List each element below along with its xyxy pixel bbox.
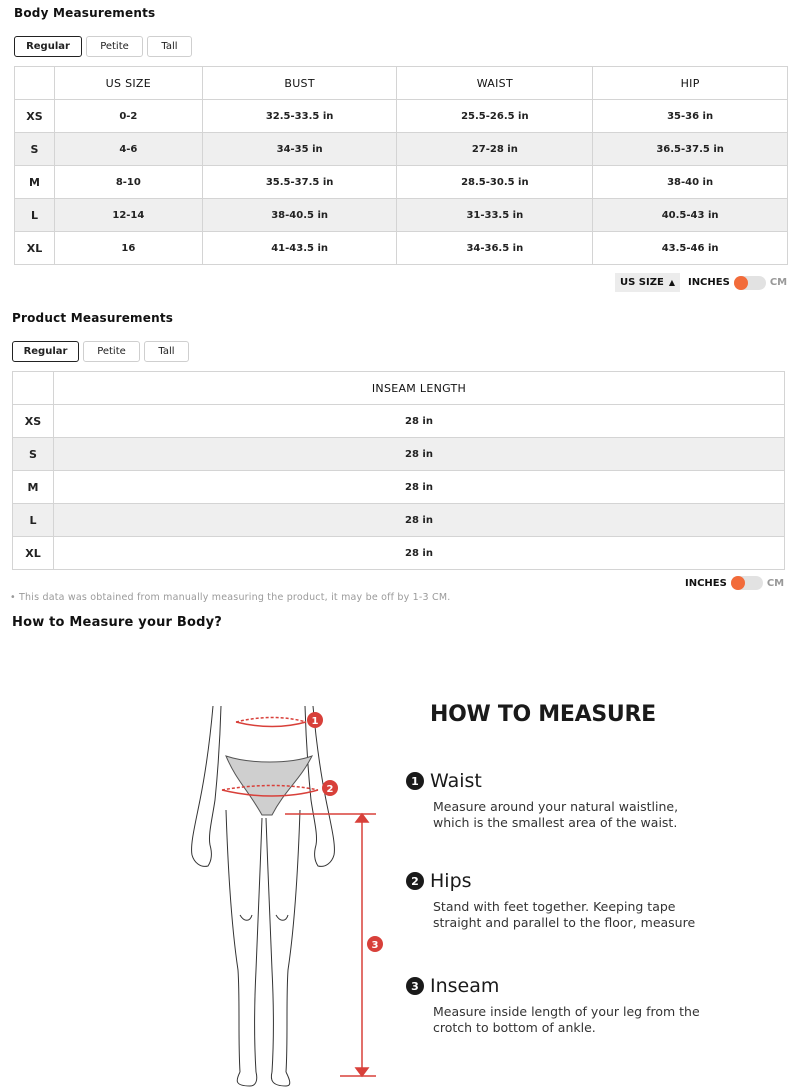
table-row (13, 438, 785, 471)
unit-cm-label: CM (769, 277, 788, 288)
table-row (15, 166, 788, 199)
size-label: XL (15, 232, 55, 265)
table-row (15, 133, 788, 166)
step-name: Hips (430, 870, 472, 892)
table-cell: 32.5-33.5 in (202, 100, 397, 133)
header-us-size: US SIZE (54, 67, 202, 100)
table-cell: 36.5-37.5 in (593, 133, 788, 166)
step-hips (406, 870, 713, 931)
size-label: XS (13, 405, 54, 438)
body-measurements-title: Body Measurements (14, 6, 156, 20)
size-label: S (15, 133, 55, 166)
table-cell: 25.5-26.5 in (397, 100, 593, 133)
marker-1-icon (307, 712, 323, 728)
header-inseam-length: INSEAM LENGTH (54, 372, 785, 405)
size-label: XL (13, 537, 54, 570)
table-cell: 8-10 (54, 166, 202, 199)
table-cell: 34-35 in (202, 133, 397, 166)
table-row (13, 504, 785, 537)
table-cell: 40.5-43 in (593, 199, 788, 232)
size-label: L (13, 504, 54, 537)
unit-toggle[interactable] (731, 576, 763, 590)
header-bust: BUST (202, 67, 397, 100)
marker-1-label: 1 (311, 716, 319, 727)
measurement-note (10, 592, 450, 603)
unit-cm-label: CM (766, 577, 785, 589)
caret-up-icon: ▲ (668, 278, 675, 287)
step-description: Measure around your natural waistline, which is the smallest area of the waist. (433, 799, 679, 830)
step-waist (406, 770, 713, 831)
step-number-icon: 3 (406, 977, 424, 995)
step-name: Inseam (430, 975, 500, 997)
marker-2-label: 2 (326, 784, 334, 795)
body-unit-controls (615, 273, 787, 292)
toggle-knob (734, 276, 748, 290)
how-to-measure-graphic (0, 640, 800, 1088)
step-number-icon: 1 (406, 772, 424, 790)
tab-regular[interactable]: Regular (14, 36, 82, 57)
step-inseam (406, 975, 713, 1036)
product-unit-controls (685, 576, 784, 590)
step-number-icon: 2 (406, 872, 424, 890)
table-cell: 28 in (54, 471, 785, 504)
body-figure-illustration (0, 640, 400, 1088)
table-row (13, 471, 785, 504)
header-cell (15, 67, 55, 100)
table-cell: 28.5-30.5 in (397, 166, 593, 199)
size-label: M (15, 166, 55, 199)
table-cell: 35-36 in (593, 100, 788, 133)
product-size-tabs (12, 341, 189, 362)
size-label: M (13, 471, 54, 504)
table-cell: 28 in (54, 504, 785, 537)
tab-tall[interactable]: Tall (144, 341, 189, 362)
table-row (15, 100, 788, 133)
table-cell: 31-33.5 in (397, 199, 593, 232)
table-cell: 35.5-37.5 in (202, 166, 397, 199)
size-label: XS (15, 100, 55, 133)
step-name: Waist (430, 770, 482, 792)
table-cell: 27-28 in (397, 133, 593, 166)
tab-regular[interactable]: Regular (12, 341, 79, 362)
table-cell: 41-43.5 in (202, 232, 397, 265)
table-cell: 28 in (54, 405, 785, 438)
marker-3-label: 3 (371, 940, 379, 951)
table-cell: 38-40 in (593, 166, 788, 199)
marker-3-icon (367, 936, 383, 952)
table-header-row (13, 372, 785, 405)
product-measurements-title: Product Measurements (12, 311, 174, 325)
unit-inches-label: INCHES (685, 577, 727, 589)
body-size-tabs (14, 36, 192, 57)
step-description: Measure inside length of your leg from the crotch to bottom of ankle. (433, 1004, 700, 1035)
table-cell: 43.5-46 in (593, 232, 788, 265)
tab-tall[interactable]: Tall (147, 36, 192, 57)
toggle-knob (731, 576, 745, 590)
table-cell: 12-14 (54, 199, 202, 232)
how-to-measure-title: How to Measure your Body? (12, 615, 223, 630)
table-header-row (15, 67, 788, 100)
tab-petite[interactable]: Petite (83, 341, 140, 362)
step-description: Stand with feet together. Keeping tape straight and parallel to the floor, measure (433, 899, 696, 930)
table-cell: 0-2 (54, 100, 202, 133)
unit-inches-label: INCHES (687, 277, 730, 288)
sort-us-size-button[interactable] (615, 273, 680, 292)
body-measurements-table (14, 66, 788, 265)
unit-toggle[interactable] (734, 276, 766, 290)
table-cell: 16 (54, 232, 202, 265)
table-row (13, 537, 785, 570)
waist-measure-line (236, 718, 306, 727)
product-measurements-table (12, 371, 785, 570)
table-cell: 28 in (54, 438, 785, 471)
tab-petite[interactable]: Petite (86, 36, 143, 57)
sort-label: US SIZE (620, 277, 664, 288)
table-cell: 34-36.5 in (397, 232, 593, 265)
table-row (15, 199, 788, 232)
bullet-icon: • (10, 592, 16, 603)
table-row (13, 405, 785, 438)
table-row (15, 232, 788, 265)
size-label: L (15, 199, 55, 232)
table-cell: 38-40.5 in (202, 199, 397, 232)
size-label: S (13, 438, 54, 471)
table-cell: 4-6 (54, 133, 202, 166)
note-text: This data was obtained from manually measuring the product, it may be off by 1-3 CM. (19, 592, 451, 603)
header-waist: WAIST (397, 67, 593, 100)
how-to-measure-graphic-title: HOW TO MEASURE (430, 702, 656, 727)
table-cell: 28 in (54, 537, 785, 570)
marker-2-icon (322, 780, 338, 796)
header-hip: HIP (593, 67, 788, 100)
header-cell (13, 372, 54, 405)
